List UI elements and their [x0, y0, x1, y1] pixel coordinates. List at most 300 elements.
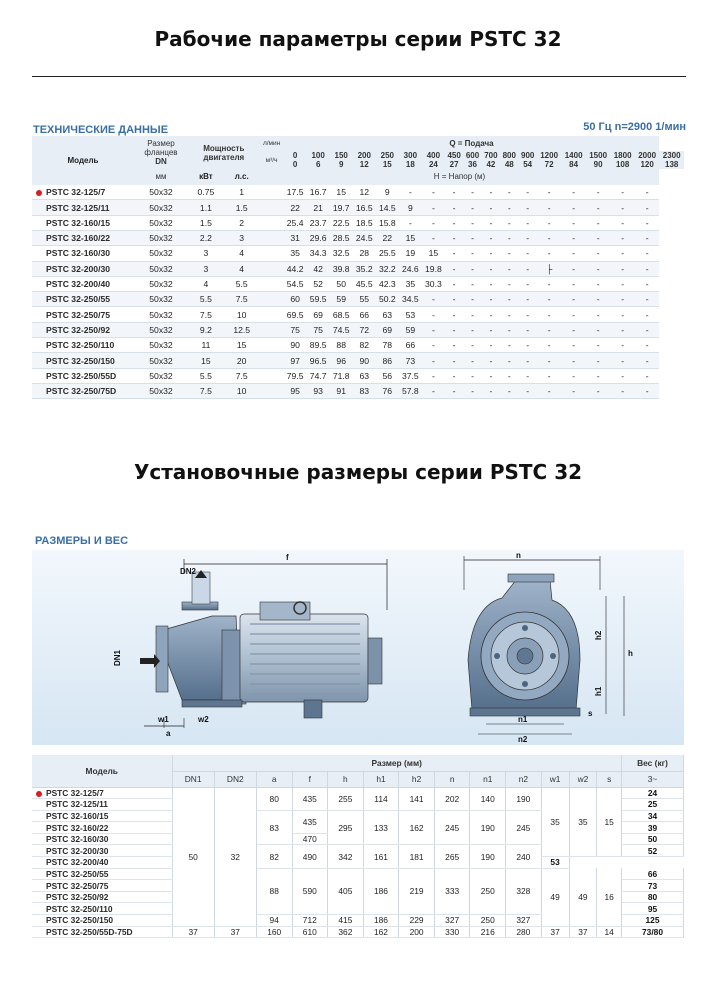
dim-col-dn2-header: DN2: [214, 771, 256, 787]
q-lmin-value: 2000: [638, 151, 657, 161]
model-cell: [32, 292, 134, 307]
dim-value-cell: 186: [363, 868, 399, 914]
head-value-cell: -: [635, 368, 660, 383]
dimension-row: [32, 787, 684, 799]
head-value-cell: -: [537, 338, 562, 353]
dim-value-cell: 37: [541, 926, 569, 938]
hp-cell: 12.5: [224, 322, 260, 337]
q-lmin-value: 1400: [564, 151, 583, 161]
head-value-cell: 56: [376, 368, 399, 383]
head-value-cell: 78: [376, 338, 399, 353]
head-value-cell: -: [537, 307, 562, 322]
dim-value-cell: 141: [399, 787, 435, 810]
head-value-cell: -: [500, 292, 518, 307]
head-value-cell: 82: [353, 338, 376, 353]
model-name: PSTC 32-160/22: [46, 822, 109, 833]
dim-value-cell: 295: [328, 810, 364, 845]
head-value-cell: -: [561, 215, 586, 230]
head-value-cell: -: [518, 261, 536, 276]
head-value-cell: -: [537, 276, 562, 291]
model-name: PSTC 32-160/22: [46, 233, 111, 244]
head-value-cell: 16.5: [353, 200, 376, 215]
q-m3h-value: 72: [544, 160, 554, 170]
model-name: PSTC 32-160/15: [46, 810, 109, 821]
head-value-cell: -: [537, 292, 562, 307]
model-name: PSTC 32-125/7: [46, 787, 104, 798]
model-cell: [32, 383, 134, 398]
head-value-cell: -: [635, 200, 660, 215]
title-divider: [32, 76, 686, 77]
head-value-cell: 95: [284, 383, 307, 398]
head-value-cell: 35: [399, 276, 422, 291]
kw-cell: 1.1: [188, 200, 224, 215]
spacer-cell: [260, 368, 284, 383]
head-value-cell: 55: [353, 292, 376, 307]
q-lmin-value: 400: [426, 151, 441, 161]
performance-table: [32, 136, 684, 399]
q-m3h-value: 108: [615, 160, 630, 170]
hp-cell: 7.5: [224, 368, 260, 383]
head-value-cell: -: [610, 353, 635, 368]
head-value-cell: 50.2: [376, 292, 399, 307]
dim-value-cell: 15: [597, 787, 622, 857]
q-m3h-value: 0: [292, 160, 298, 170]
dn-cell: 50x32: [134, 292, 188, 307]
model-name: PSTC 32-200/40: [46, 857, 109, 868]
spacer-cell: [260, 215, 284, 230]
head-value-cell: -: [463, 322, 481, 337]
dim-value-cell: 32: [214, 787, 256, 926]
head-value-cell: -: [463, 368, 481, 383]
model-name: PSTC 32-250/55: [46, 868, 109, 879]
head-value-cell: 35.2: [353, 261, 376, 276]
head-value-cell: 74.5: [330, 322, 353, 337]
dn-cell: 50x32: [134, 307, 188, 322]
head-value-cell: -: [500, 230, 518, 245]
dim-value-cell: 94: [256, 915, 292, 927]
head-value-cell: -: [399, 185, 422, 200]
hp-cell: 3: [224, 230, 260, 245]
head-value-cell: -: [518, 322, 536, 337]
head-value-cell: 32.5: [330, 246, 353, 261]
head-value-cell: -: [537, 230, 562, 245]
head-value-cell: -: [518, 383, 536, 398]
kw-cell: 0.75: [188, 185, 224, 200]
hp-cell: 1.5: [224, 200, 260, 215]
model-cell: [32, 353, 134, 368]
weight-cell: 24: [622, 787, 684, 799]
model-name: PSTC 32-200/30: [46, 263, 111, 274]
dim-value-cell: 415: [328, 915, 364, 927]
dim-label-h1: h1: [594, 686, 603, 696]
model-name: PSTC 32-250/110: [46, 903, 113, 914]
frequency-label: 50 Гц n=2900 1/мин: [583, 121, 686, 133]
dn-cell: 50x32: [134, 353, 188, 368]
model-name: PSTC 32-125/7: [46, 186, 106, 197]
dim-value-cell: 37: [569, 926, 597, 938]
head-value-cell: -: [445, 307, 463, 322]
head-value-cell: -: [463, 261, 481, 276]
tech-data-heading: ТЕХНИЧЕСКИЕ ДАННЫЕ: [33, 124, 169, 136]
q-value-cell: [399, 151, 422, 169]
head-value-cell: -: [445, 368, 463, 383]
head-value-cell: -: [586, 276, 611, 291]
head-value-cell: -: [482, 307, 500, 322]
model-name: PSTC 32-250/75D: [46, 386, 117, 397]
head-value-cell: -: [422, 215, 445, 230]
dn-cell: 50x32: [134, 200, 188, 215]
performance-row: [32, 368, 684, 383]
dim-col-h2-header: h2: [399, 771, 435, 787]
dim-value-cell: 712: [292, 915, 328, 927]
dim-value-cell: 405: [328, 868, 364, 914]
dim-value-cell: 245: [434, 810, 470, 845]
dim-value-cell: 245: [506, 810, 542, 845]
dim-label-n1: n1: [518, 715, 528, 724]
q-lmin-value: 700: [484, 151, 498, 161]
dn-label: DN: [155, 157, 167, 167]
col-flange-header: [134, 136, 188, 169]
head-value-cell: -: [482, 338, 500, 353]
head-value-cell: 24.5: [353, 230, 376, 245]
head-value-cell: 88: [330, 338, 353, 353]
dim-value-cell: 133: [363, 810, 399, 845]
head-value-cell: -: [482, 215, 500, 230]
head-value-cell: 30.3: [422, 276, 445, 291]
head-value-cell: -: [586, 353, 611, 368]
head-value-cell: -: [500, 338, 518, 353]
head-value-cell: -: [500, 368, 518, 383]
head-value-cell: 15: [422, 246, 445, 261]
q-lmin-value: 800: [502, 151, 516, 161]
head-value-cell: -: [635, 230, 660, 245]
dn-cell: 50x32: [134, 261, 188, 276]
dim-col-a-header: a: [256, 771, 292, 787]
head-value-cell: -: [500, 353, 518, 368]
model-cell: [32, 845, 172, 857]
q-m3h-value: 18: [405, 160, 415, 170]
head-value-cell: -: [482, 200, 500, 215]
dim-value-cell: 333: [434, 868, 470, 914]
dim-value-cell: 265: [434, 845, 470, 868]
model-cell: [32, 276, 134, 291]
head-value-cell: -: [561, 276, 586, 291]
q-value-cell: [445, 151, 463, 169]
head-value-cell: -: [463, 230, 481, 245]
head-value-cell: -: [586, 292, 611, 307]
head-value-cell: -: [445, 261, 463, 276]
head-value-cell: 24.6: [399, 261, 422, 276]
model-name: PSTC 32-250/92: [46, 324, 111, 335]
model-cell: [32, 230, 134, 245]
head-value-cell: -: [445, 292, 463, 307]
head-value-cell: -: [518, 200, 536, 215]
dim-label-n2: n2: [518, 735, 528, 744]
dim-value-cell: 80: [256, 787, 292, 810]
dim-col-f-header: f: [292, 771, 328, 787]
pump-dimension-drawing: [32, 550, 684, 745]
dim-col-s-header: s: [597, 771, 622, 787]
page-title-dimensions: Установочные размеры серии PSTC 32: [133, 460, 583, 484]
head-value-cell: 68.5: [330, 307, 353, 322]
kw-cell: 1.5: [188, 215, 224, 230]
head-value-cell: -: [445, 185, 463, 200]
head-value-cell: -: [610, 185, 635, 200]
head-value-cell: -: [422, 230, 445, 245]
head-value-cell: 89.5: [307, 338, 330, 353]
spacer-cell: [260, 261, 284, 276]
q-value-cell: [422, 151, 445, 169]
head-value-cell: 83: [353, 383, 376, 398]
head-value-cell: -: [635, 246, 660, 261]
model-cell: [32, 822, 172, 834]
q-value-cell: [659, 151, 684, 169]
spacer-cell: [260, 246, 284, 261]
dim-value-cell: 37: [172, 926, 214, 938]
model-cell: [32, 322, 134, 337]
model-cell: [32, 787, 172, 799]
performance-row: [32, 307, 684, 322]
head-value-cell: -: [610, 322, 635, 337]
model-cell: [32, 810, 172, 822]
head-value-cell: 14.5: [376, 200, 399, 215]
head-value-cell: 34.3: [307, 246, 330, 261]
head-value-cell: -: [482, 261, 500, 276]
head-value-cell: -: [610, 215, 635, 230]
model-name: PSTC 32-250/92: [46, 892, 109, 903]
performance-row: [32, 292, 684, 307]
spacer-cell: [260, 383, 284, 398]
dim-size-header: Размер (мм): [172, 755, 622, 771]
head-value-cell: -: [537, 368, 562, 383]
head-value-cell: -: [586, 383, 611, 398]
head-value-cell: -: [635, 353, 660, 368]
highlight-dot-icon: [36, 791, 42, 797]
head-value-cell: -: [445, 246, 463, 261]
head-value-cell: -: [610, 292, 635, 307]
weight-cell: 95: [622, 903, 684, 915]
kw-cell: 7.5: [188, 383, 224, 398]
weight-cell: 66: [622, 868, 684, 880]
head-value-cell: 75: [284, 322, 307, 337]
dim-col-n1-header: n1: [470, 771, 506, 787]
dim-label-w1: w1: [158, 715, 169, 724]
head-value-cell: 69.5: [284, 307, 307, 322]
model-cell: [32, 338, 134, 353]
head-value-cell: 93: [307, 383, 330, 398]
head-value-cell: ├: [537, 261, 562, 276]
head-value-cell: 22: [284, 200, 307, 215]
dim-col-h-header: h: [328, 771, 364, 787]
head-value-cell: -: [537, 215, 562, 230]
head-value-cell: 23.7: [307, 215, 330, 230]
head-value-cell: 44.2: [284, 261, 307, 276]
q-value-cell: [376, 151, 399, 169]
head-value-cell: -: [463, 338, 481, 353]
head-header: H = Напор (м): [260, 169, 660, 184]
head-value-cell: -: [561, 322, 586, 337]
dim-value-cell: 88: [256, 868, 292, 914]
q-lmin-value: 2300: [662, 151, 681, 161]
q-m3h-value: 24: [428, 160, 438, 170]
q-m3h-value: 138: [665, 160, 679, 170]
q-value-cell: [635, 151, 660, 169]
q-value-cell: [330, 151, 353, 169]
dn-cell: 50x32: [134, 322, 188, 337]
dim-value-cell: 610: [292, 926, 328, 938]
dn-cell: 50x32: [134, 185, 188, 200]
head-value-cell: 35: [284, 246, 307, 261]
model-name: PSTC 32-250/75: [46, 880, 109, 891]
dimensions-table: [32, 755, 684, 938]
kw-cell: 3: [188, 261, 224, 276]
head-value-cell: -: [482, 368, 500, 383]
q-lmin-value: 200: [357, 151, 371, 161]
weight-cell: 125: [622, 915, 684, 927]
head-value-cell: 74.7: [307, 368, 330, 383]
head-value-cell: -: [635, 383, 660, 398]
head-value-cell: -: [610, 230, 635, 245]
dim-value-cell: 35: [541, 787, 569, 857]
head-value-cell: -: [586, 322, 611, 337]
model-cell: [32, 880, 172, 892]
dn-cell: 50x32: [134, 276, 188, 291]
dim-value-cell: 190: [470, 810, 506, 845]
head-value-cell: -: [586, 200, 611, 215]
model-name: PSTC 32-160/15: [46, 217, 111, 228]
kw-cell: 2.2: [188, 230, 224, 245]
head-value-cell: -: [500, 261, 518, 276]
q-lmin-value: 1800: [613, 151, 632, 161]
head-value-cell: 42: [307, 261, 330, 276]
head-value-cell: -: [445, 322, 463, 337]
dim-value-cell: 330: [434, 926, 470, 938]
head-value-cell: 25.5: [376, 246, 399, 261]
model-cell: [32, 891, 172, 903]
dim-value-cell: 240: [506, 845, 542, 868]
head-value-cell: -: [500, 215, 518, 230]
q-lmin-value: 100: [311, 151, 325, 161]
hp-cell: 4: [224, 246, 260, 261]
head-value-cell: 96.5: [307, 353, 330, 368]
weight-cell: 52: [622, 845, 684, 857]
head-value-cell: 22.5: [330, 215, 353, 230]
q-value-cell: [610, 151, 635, 169]
dim-col-h1-header: h1: [363, 771, 399, 787]
head-value-cell: 19.8: [422, 261, 445, 276]
q-value-cell: [353, 151, 376, 169]
head-value-cell: -: [561, 246, 586, 261]
performance-row: [32, 246, 684, 261]
model-name: PSTC 32-250/150: [46, 915, 114, 926]
head-value-cell: -: [561, 368, 586, 383]
q-header: [284, 136, 660, 151]
q-m3h-value: 120: [640, 160, 654, 170]
dim-value-cell: 49: [569, 868, 597, 926]
hp-cell: 4: [224, 261, 260, 276]
hp-cell: 5.5: [224, 276, 260, 291]
weight-cell: 53: [541, 857, 569, 869]
dim-value-cell: 435: [292, 810, 328, 833]
kw-cell: 3: [188, 246, 224, 261]
dim-value-cell: 190: [506, 787, 542, 810]
head-value-cell: -: [463, 307, 481, 322]
head-value-cell: -: [586, 261, 611, 276]
dim-label-h: h: [628, 649, 633, 658]
model-cell: [32, 903, 172, 915]
dim-col-n2-header: n2: [506, 771, 542, 787]
spacer-cell: [260, 200, 284, 215]
head-value-cell: -: [635, 215, 660, 230]
head-value-cell: 42.3: [376, 276, 399, 291]
model-name: PSTC 32-160/30: [46, 248, 111, 259]
head-value-cell: -: [610, 246, 635, 261]
q-label: Q = Подача: [449, 139, 494, 149]
head-value-cell: -: [561, 338, 586, 353]
model-cell: [32, 215, 134, 230]
head-value-cell: -: [500, 307, 518, 322]
q-lmin-value: 150: [334, 151, 348, 161]
head-value-cell: 76: [376, 383, 399, 398]
dim-value-cell: 16: [597, 868, 622, 926]
head-value-cell: 69: [307, 307, 330, 322]
head-value-cell: 63: [376, 307, 399, 322]
head-value-cell: -: [635, 338, 660, 353]
head-value-cell: -: [586, 307, 611, 322]
head-value-cell: -: [586, 246, 611, 261]
dim-value-cell: 435: [292, 787, 328, 810]
dim-value-cell: 216: [470, 926, 506, 938]
dimensions-heading: РАЗМЕРЫ И ВЕС: [35, 535, 129, 547]
dim-value-cell: 50: [172, 787, 214, 926]
q-value-cell: [482, 151, 500, 169]
head-value-cell: -: [422, 292, 445, 307]
head-value-cell: -: [518, 215, 536, 230]
head-value-cell: 16.7: [307, 185, 330, 200]
head-value-cell: -: [537, 322, 562, 337]
head-value-cell: -: [537, 383, 562, 398]
head-value-cell: -: [610, 338, 635, 353]
head-value-cell: 18.5: [353, 215, 376, 230]
head-value-cell: -: [422, 338, 445, 353]
dim-col-w2-header: w2: [569, 771, 597, 787]
head-value-cell: -: [635, 276, 660, 291]
dimension-row: [32, 926, 684, 938]
dim-label-s: s: [588, 709, 593, 718]
q-lmin-value: 250: [380, 151, 394, 161]
dim-label-dn2: DN2: [180, 567, 197, 576]
flange-label: Размер фланцев: [144, 139, 178, 158]
head-value-cell: -: [422, 368, 445, 383]
head-value-cell: -: [586, 215, 611, 230]
head-value-cell: 66: [353, 307, 376, 322]
dim-value-cell: 219: [399, 868, 435, 914]
head-value-cell: -: [561, 307, 586, 322]
head-value-cell: -: [422, 322, 445, 337]
dim-label-w2: w2: [198, 715, 209, 724]
head-value-cell: 29.6: [307, 230, 330, 245]
head-value-cell: -: [482, 185, 500, 200]
head-value-cell: 45.5: [353, 276, 376, 291]
q-m3h-value: 42: [486, 160, 496, 170]
head-value-cell: -: [463, 353, 481, 368]
head-value-cell: 9: [399, 200, 422, 215]
kw-cell: 11: [188, 338, 224, 353]
head-value-cell: -: [561, 185, 586, 200]
dim-value-cell: 250: [470, 868, 506, 914]
weight-cell: 25: [622, 799, 684, 811]
performance-row: [32, 215, 684, 230]
